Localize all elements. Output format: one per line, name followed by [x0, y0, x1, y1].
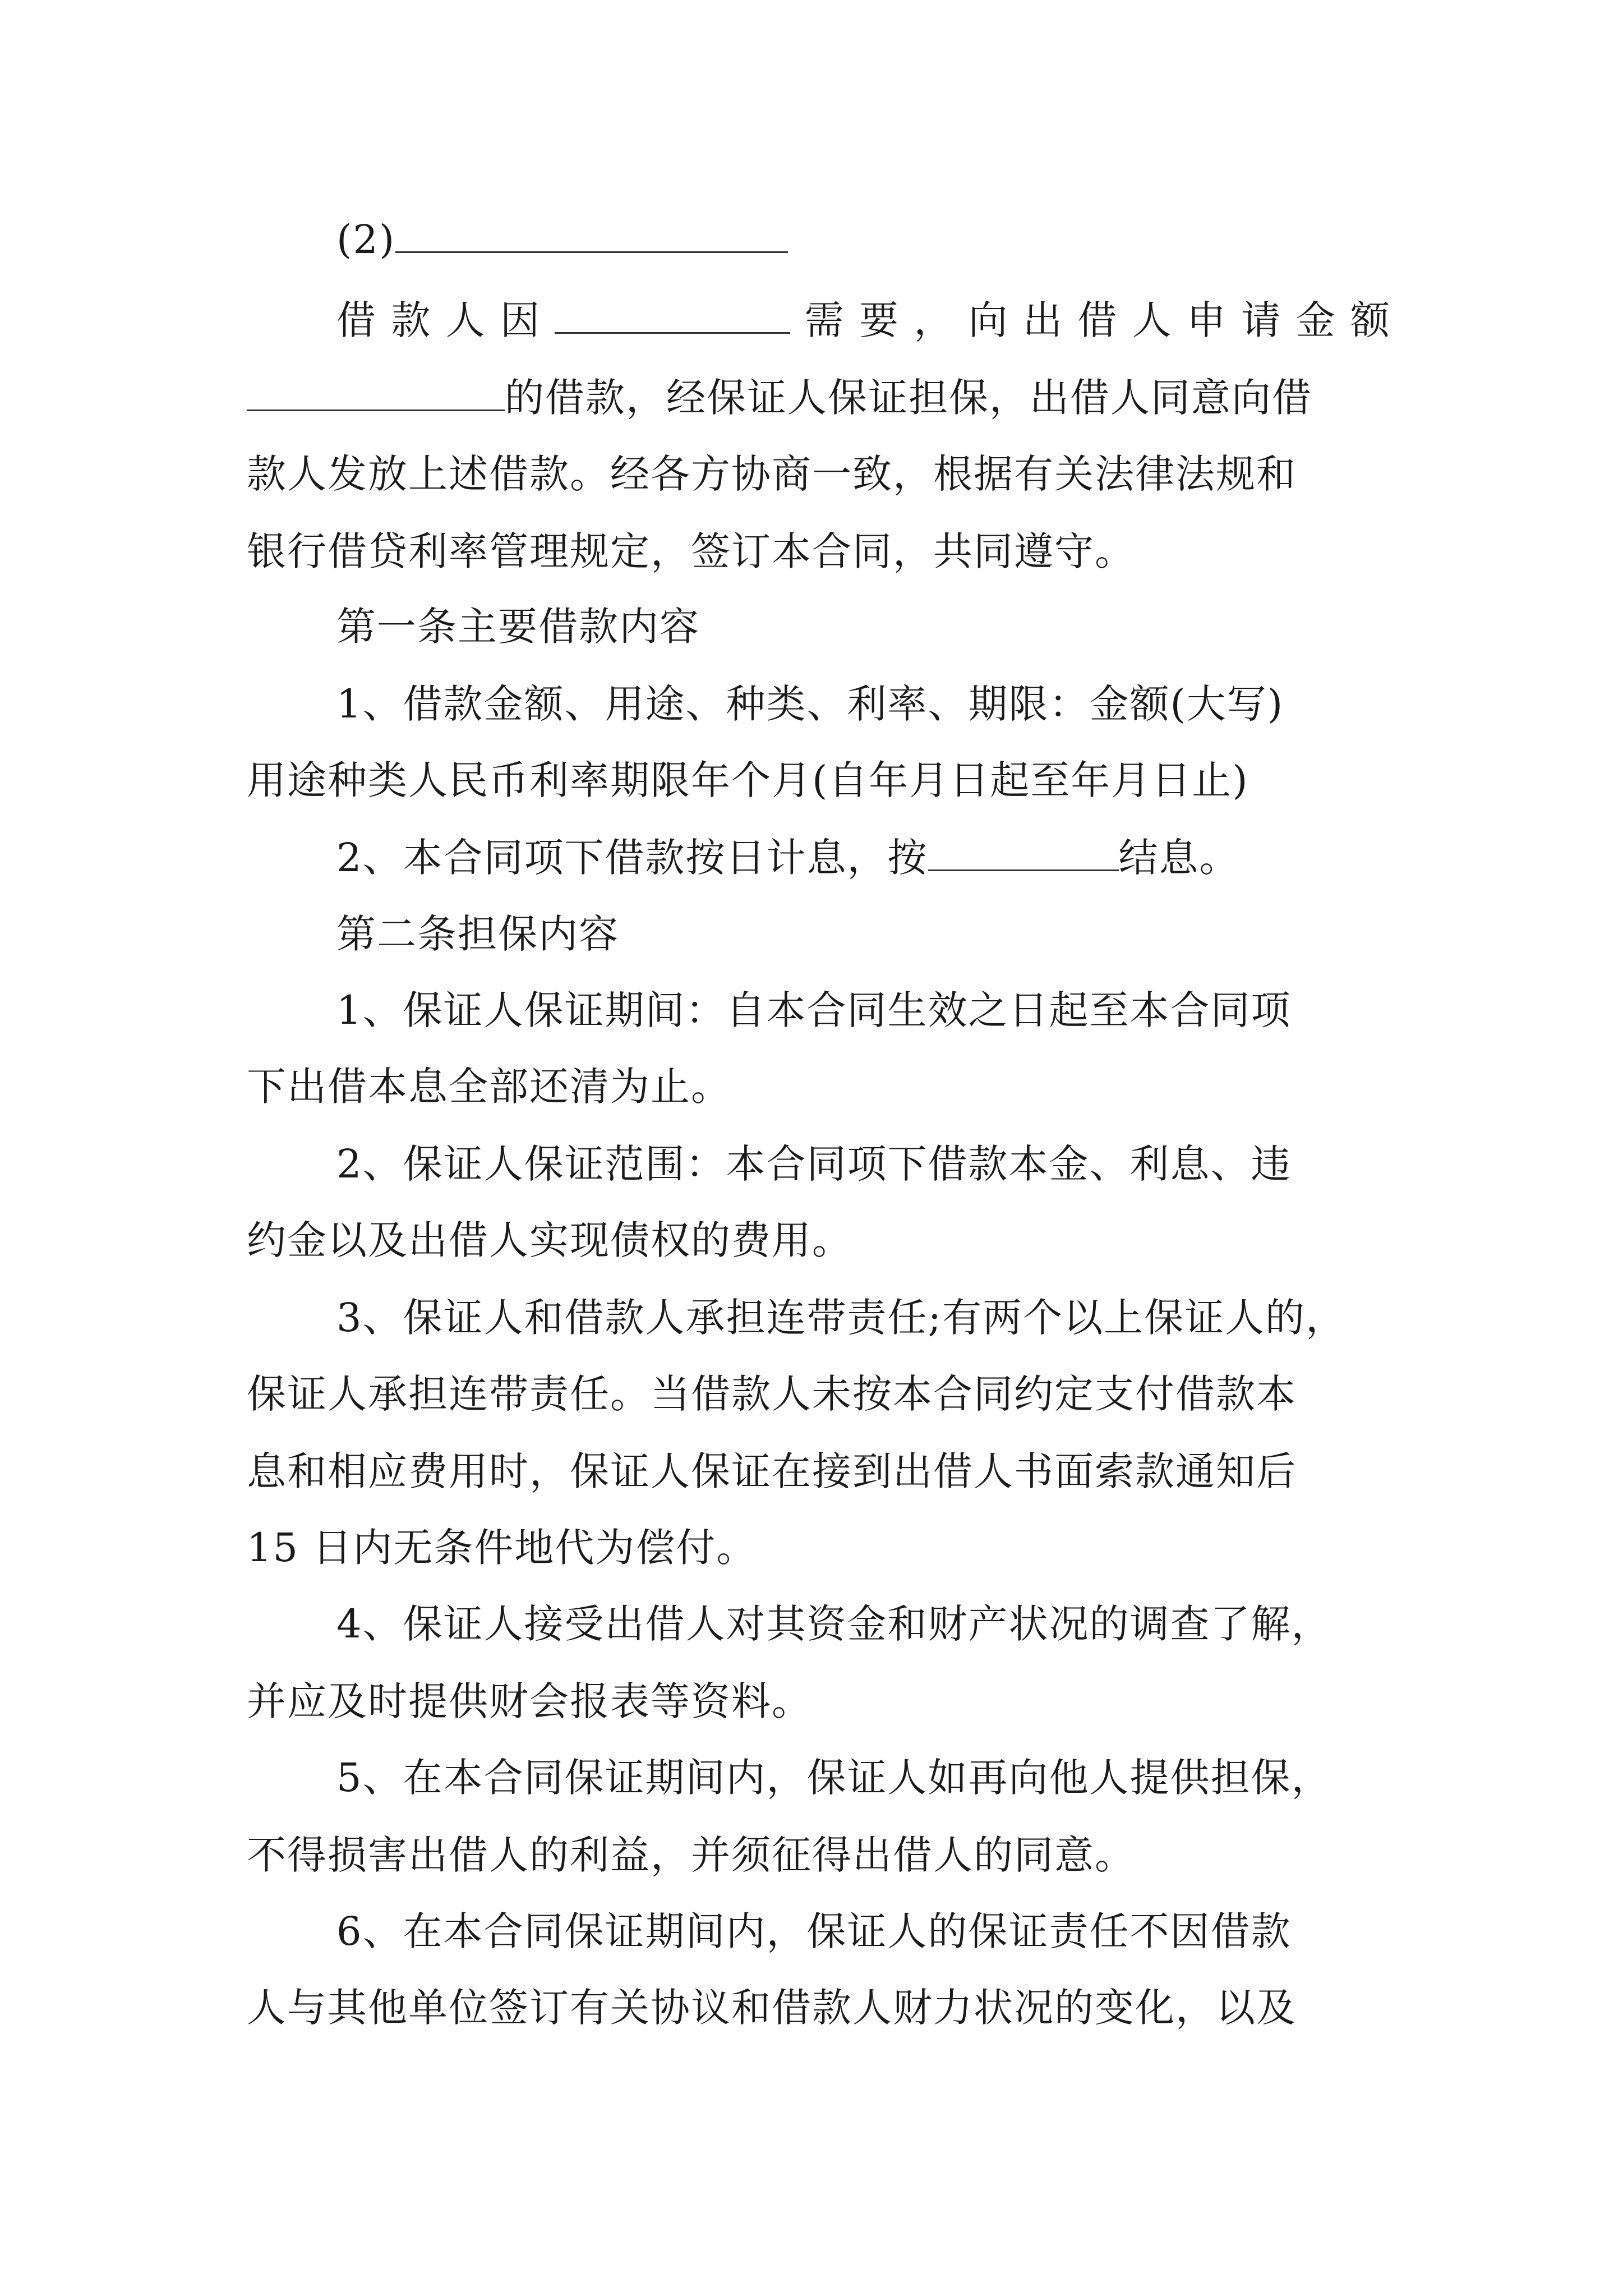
article-2-item-1-line-1: 1、保证人保证期间：自本合同生效之日起至本合同项 — [336, 987, 1292, 1033]
article-1-item-2 — [336, 832, 1391, 883]
article-2-item-5-line-1: 5、在本合同保证期间内，保证人如再向他人提供担保， — [336, 1755, 1332, 1801]
article-2-item-1-line-2: 下出借本息全部还清为止。 — [247, 1064, 731, 1110]
intro-text-1: 借款人因 — [336, 297, 555, 343]
article-2-item-4-line-2: 并应及时提供财会报表等资料。 — [247, 1678, 812, 1724]
item-label: (2) — [336, 217, 396, 263]
interest-period-blank[interactable] — [928, 837, 1119, 871]
intro-text-2: 需要，向出借人申请金额 — [790, 297, 1391, 343]
article-2-item-5-line-2: 不得损害出借人的利益，并须征得出借人的同意。 — [247, 1832, 1135, 1878]
interest-text-2: 结息。 — [1118, 835, 1240, 881]
article-2-item-4-line-1: 4、保证人接受出借人对其资金和财产状况的调查了解， — [336, 1601, 1332, 1647]
article-2-title: 第二条担保内容 — [336, 911, 619, 957]
article-2-item-3-line-3: 息和相应费用时，保证人保证在接到出借人书面索款通知后 — [247, 1448, 1297, 1494]
paragraph-intro-line-2 — [247, 372, 1391, 423]
article-2-item-3-line-2: 保证人承担连带责任。当借款人未按本合同约定支付借款本 — [247, 1371, 1297, 1417]
item-2-line — [336, 214, 1391, 265]
interest-text-1: 2、本合同项下借款按日计息，按 — [336, 835, 928, 881]
paragraph-intro-line-3: 款人发放上述借款。经各方协商一致，根据有关法律法规和 — [247, 451, 1297, 497]
purpose-blank[interactable] — [555, 300, 790, 334]
paragraph-intro-line-1 — [336, 295, 1391, 346]
article-1-item-1-line-1: 1、借款金额、用途、种类、利率、期限：金额(大写) — [336, 681, 1284, 727]
article-2-item-3-line-4: 15 日内无条件地代为偿付。 — [247, 1525, 757, 1571]
article-2-item-3-line-1: 3、保证人和借款人承担连带责任;有两个以上保证人的， — [336, 1295, 1347, 1341]
intro-text-3: 的借款，经保证人保证担保，出借人同意向借 — [505, 375, 1312, 421]
blank-field[interactable] — [395, 219, 788, 253]
article-1-item-1-line-2: 用途种类人民币利率期限年个月(自年月日起至年月日止) — [247, 757, 1249, 803]
article-2-item-2-line-1: 2、保证人保证范围：本合同项下借款本金、利息、违 — [336, 1141, 1292, 1187]
article-2-item-2-line-2: 约金以及出借人实现债权的费用。 — [247, 1217, 852, 1263]
paragraph-intro-line-4: 银行借贷利率管理规定，签订本合同，共同遵守。 — [247, 528, 1135, 574]
article-1-title: 第一条主要借款内容 — [336, 604, 700, 650]
amount-blank[interactable] — [247, 377, 505, 411]
article-2-item-6-line-2: 人与其他单位签订有关协议和借款人财力状况的变化，以及 — [247, 1985, 1297, 2031]
article-2-item-6-line-1: 6、在本合同保证期间内，保证人的保证责任不因借款 — [336, 1908, 1292, 1954]
